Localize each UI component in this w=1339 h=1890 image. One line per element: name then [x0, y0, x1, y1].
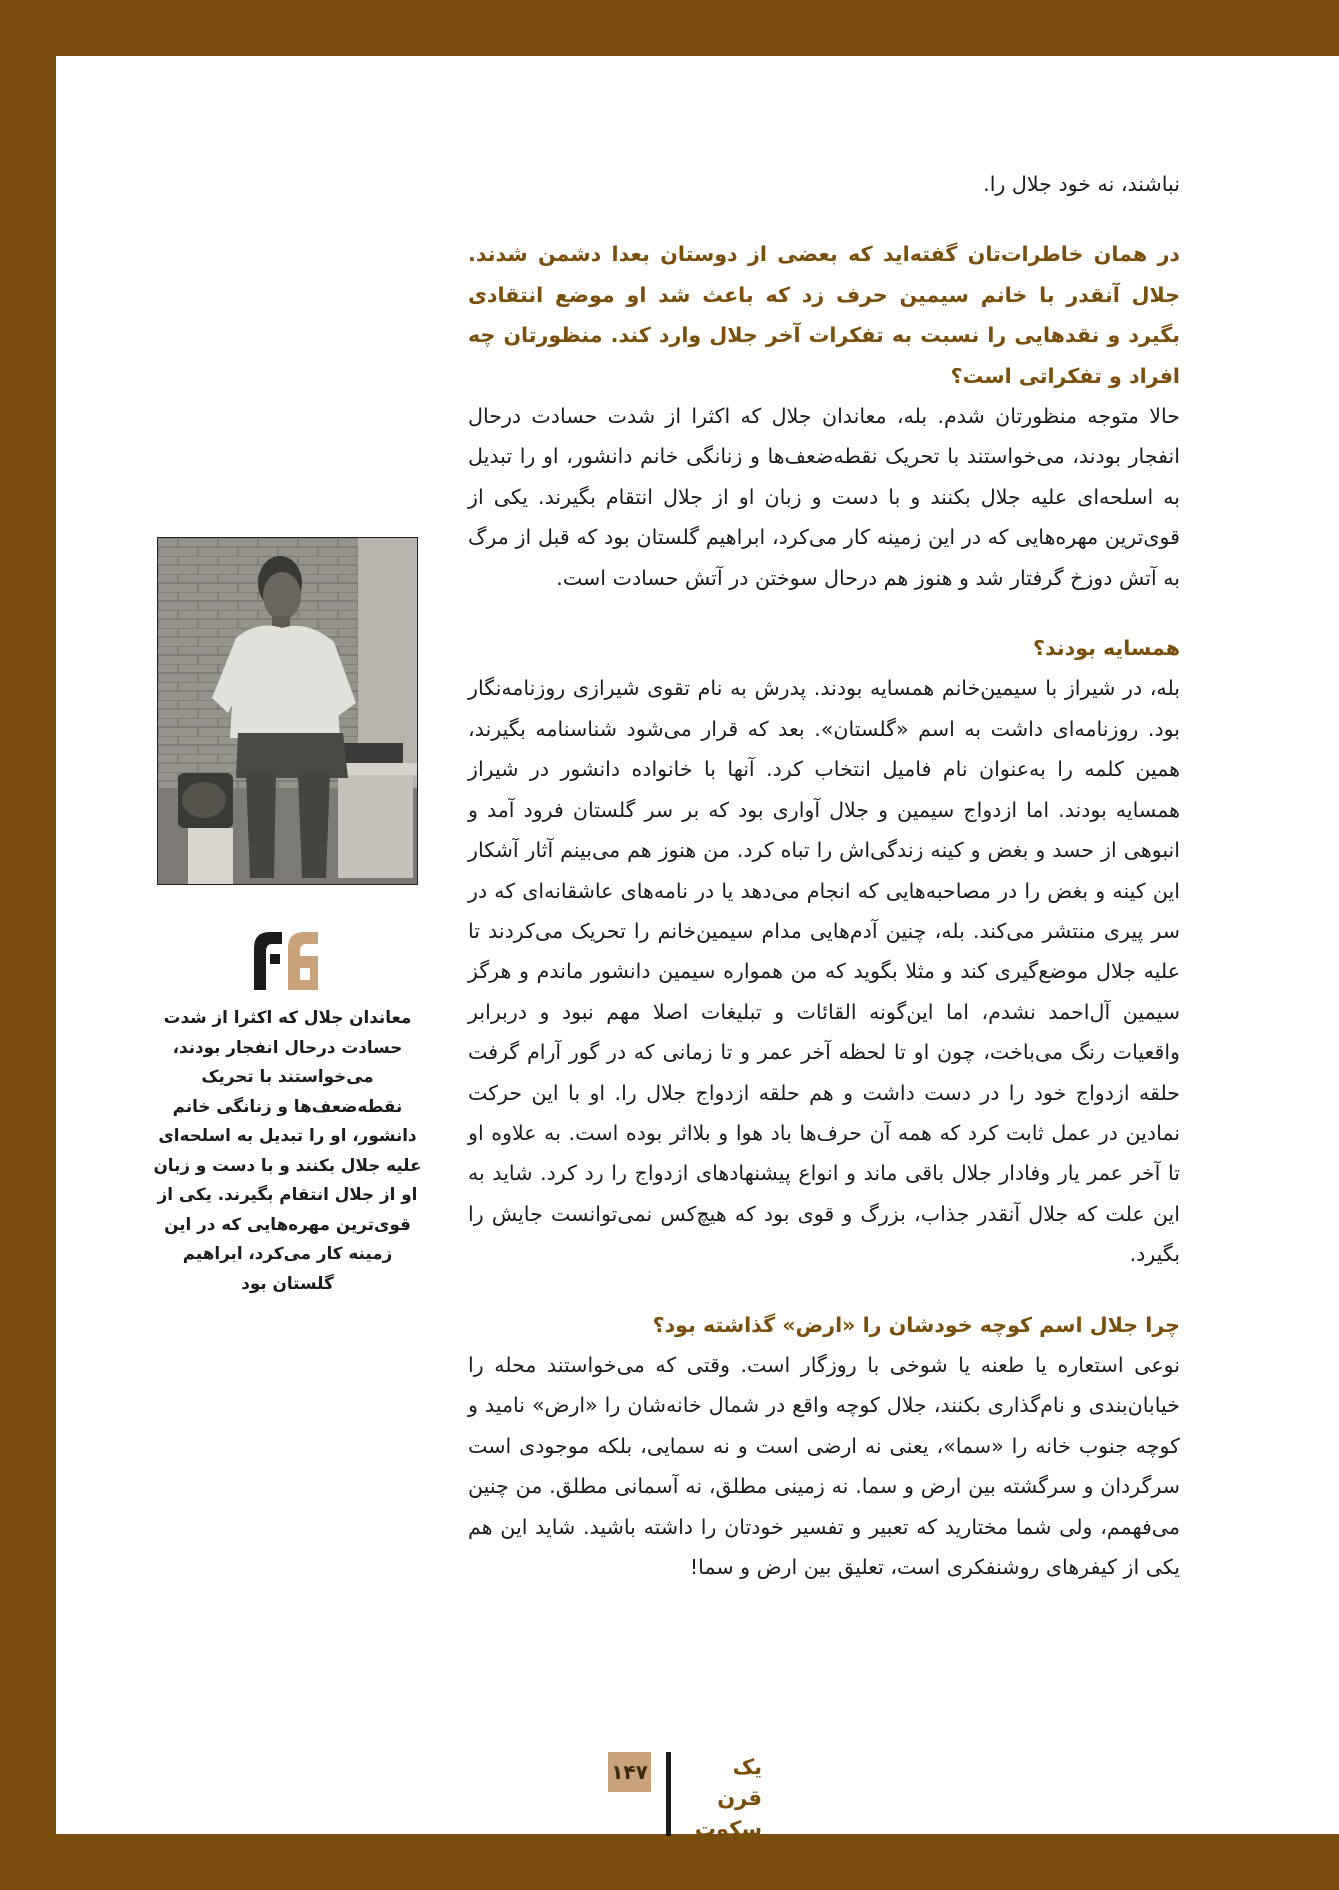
portrait-photo	[157, 537, 418, 885]
pull-quote: معاندان جلال که اکثرا از شدت حسادت درحال انفجار بودند، می‌خواستند با تحریک نقطه‌ضعف‌ها و زنانگی خانم دانشور، او را تبدیل به اسلحه‌ای علیه جلال بکنند و با دست و زبان او از جلال انتقام بگیرند. یکی از قوی‌ترین مهره‌هایی که در این زمینه کار می‌کرد، ابراهیم گلستان بود	[153, 1007, 422, 1293]
question-2: همسایه بودند؟	[1033, 636, 1180, 661]
page-number: ۱۴۷	[608, 1752, 651, 1792]
footer-title-line-1: یک قرن	[717, 1755, 762, 1810]
answer-2: بله، در شیراز با سیمین‌خانم همسایه بودند. پدرش به نام تقوی شیرازی روزنامه‌نگار بود. روزنامه‌ای داشت به اسم «گلستان». بعد که قرار می‌شود شناسنامه بگیرند، همین کلمه را به‌عنوان نام فامیل انتخاب کرد. آنها با خانواده دانشور در شیراز همسایه بودند. اما ازدواج سیمین و جلال آواری بود که بر سر گلستان فرود آمد و انبوهی از حسد و بغض و کینه زندگی‌اش را تباه کرد. من هنوز هم می‌بینم آثار آشکار این کینه و بغض را در مصاحبه‌هایی که انجام می‌دهد یا در نامه‌های عاشقانه‌ای که در سر پیری منتشر می‌کند. بله، چنین آدم‌هایی مدام سیمین‌خانم را تحریک می‌کردند تا علیه جلال موضع‌گیری کند و مثلا بگوید که من همواره سیمین دانشور ماندم و هرگز سیمین آل‌احمد نشدم، اما این‌گونه القائات و تبلیغات اصلا مهم نبود و دربرابر واقعیات رنگ می‌باخت، چون او تا لحظه آخر عمر و تا زمانی که در گور آرام گرفت حلقه ازدواج خود را در دست داشت و هم حلقه ازدواج جلال را. او با این حرکت نمادین در عمل ثابت کرد که همه آن حرف‌ها باد هوا و بلااثر بوده است. به علاوه او تا آخر عمر یار وفادار جلال باقی ماند و انواع پیشنهادهای ازدواج را رد کرد. شاید به این علت که جلال آنقدر جذاب، بزرگ و قوی بود که هیچ‌کس نمی‌توانست جایش را بگیرد.	[468, 676, 1180, 1267]
question-3: چرا جلال اسم کوچه خودشان را «ارض» گذاشته بود؟	[652, 1312, 1180, 1337]
footer-divider	[666, 1752, 671, 1836]
bottom-border	[0, 1834, 1339, 1890]
quote-icon	[252, 930, 320, 992]
footer-title	[682, 1752, 762, 1845]
top-border	[0, 0, 1339, 56]
left-border	[0, 0, 56, 1890]
footer-title-line-2: سکوت	[694, 1817, 762, 1841]
answer-1: حالا متوجه منظورتان شدم. بله، معاندان جلال که اکثرا از شدت حسادت درحال انفجار بودند، می‌خواستند با تحریک نقطه‌ضعف‌ها و زنانگی خانم دانشور، او را تبدیل به اسلحه‌ای علیه جلال بکنند و با دست و زبان او از جلال انتقام بگیرند. یکی از قوی‌ترین مهره‌هایی که در این زمینه کار می‌کرد، ابراهیم گلستان بود که قبل از مرگ به آتش دوزخ گرفتار شد و هنوز هم درحال سوختن در آتش حسادت است.	[468, 404, 1180, 590]
article-body	[468, 164, 1180, 1587]
intro-line: نباشند، نه خود جلال را.	[983, 172, 1180, 196]
question-1: در همان خاطرات‌تان گفته‌اید که بعضی از دوستان بعدا دشمن شدند. جلال آنقدر با خانم سیمین حرف زد که باعث شد او موضع انتقادی بگیرد و نقدهایی را نسبت به تفکرات آخر جلال وارد کند. منظورتان چه افراد و تفکراتی است؟	[468, 242, 1180, 388]
answer-3: نوعی استعاره یا طعنه یا شوخی با روزگار است. وقتی که می‌خواستند محله را خیابان‌بندی و نام‌گذاری بکنند، جلال کوچه واقع در شمال خانه‌شان را «ارض» نامید و کوچه جنوب خانه را «سما»، یعنی نه ارضی است و نه سمایی، بلکه موجودی است سرگردان و سرگشته بین ارض و سما. نه زمینی مطلق، نه آسمانی مطلق. من چنین می‌فهمم، ولی شما مختارید که تعبیر و تفسیر خودتان را داشته باشید. شاید این هم یکی از کیفرهای روشنفکری است، تعلیق بین ارض و سما!	[468, 1352, 1180, 1579]
